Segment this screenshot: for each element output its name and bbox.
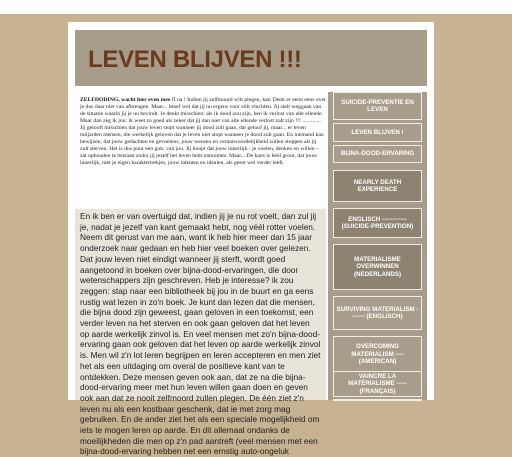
intro-text: na ! Indien jij zelfmoord wilt plegen, kan je dus daar niet van afbrengen. Maar... besef wel dat jij nu ergens voor stilt vluchten. Jij stelt weggaan van de situatie waarin jij je nu bevindt. Je denkt misschien: als ik dood zou zijn, ben ik verlost van alle ellende. Maar dan zeg ik jou: ik weet zo goed als zeker dat jij dan niet van alle ellende verlost zult zijn !!! ............. Jij gelooft misschien dat jouw leven stopt wanneer jij dood zult gaan, dat geloof jij, maar... er leven miljarden mensen, die werkelijk geloven dat je leven niet stopt wanneer je dood zult gaan. En niemand kan bewijzen, dat jouw gedachten en gevoelens, jouw wensen en verantwoordelijkheid zullen stoppen als jij zult sterven. Het is dus puur een gok: van jou. Jij hoopt dat jouw innerlijk - je voelen, denken en willen – zal ophouden te bestaan zodra jij jezelf het leven hebt ontnomen. Maar... De kans is héél groot, dat jouw innerlijk, met je eigen karaktertrekjes, jouw talenten en idealen, als geest wel verder leeft.: [80, 97, 324, 166]
header-banner: [75, 30, 427, 86]
page-frame: [68, 22, 434, 457]
nav-item-suicide-preventie[interactable]: SUICIDE-PREVENTIE EN LEVEN: [333, 92, 422, 120]
intro-heading: ZELFDODING, wacht hier even mee !!: [80, 97, 176, 103]
nav-item-surviving-materialism[interactable]: SURVIVING MATERIALISM ------- (ENGLISCH): [333, 296, 422, 330]
site-title: LEVEN BLIJVEN !!!: [88, 46, 302, 73]
nav-item-bijna-dood-ervaring[interactable]: BIJNA-DOOD-ERVARING: [333, 145, 422, 163]
nav-item-leven-blijven[interactable]: LEVEN BLIJVEN !: [333, 123, 422, 142]
nav-item-vaincre-materialisme[interactable]: VAINCRE LA MATÉRIALISME ----- (FRANÇAIS): [333, 371, 422, 397]
top-bar: [0, 0, 512, 14]
body-text: En ik ben er van overtuigd dat, indien jij je nu rot voelt, dan zul jij je, nadat je jezelf van kant gemaakt hebt, nog véél rotter voelen. Neem dit gerust van me aan, want ik heb hier meer dan 15 jaar onderzoek naar gedaan en heb hier veel boeken over gelezen. Dat jouw leven niet eindigt wanneer jij sterft, wordt goed aangetoond in boeken over bijna-dood-ervaringen, die door wetenschappers zijn geschreven. Heb je interesse? ik zou zeggen: stap naar een bibliotheek bij jou in de buurt en ga eens rustig wat lezen in zo'n boek. Je kunt dan lezen dat die mensen, die bijna dood zijn geweest, gaan geloven in een toekomst, een verder leven na het sterven en ook gaan geloven dat het leven op aarde werkelijk zinvol is. En veel mensen met zo'n bijna-dood-ervaring gaan ook geloven dat het leven op aarde werkelijk zinvol is. Men wil z'n lot leren begrijpen en leren accepteren en men ziet het als een uitdaging om overal de positieve kant van te ontdekken. Deze mensen geven ook aan, dat ze na die bijna-dood-ervaring meer met hun leven willen gaan doen en geven ook aan dat ze nooit zelfmoord zullen plegen. De één ziet z'n leven nu als een kostbaar geschenk, dat ie met zorg mag gebruiken. En de ander ziet het als een speciale mogelijkheid om iets te mogen leren op aarde. En dit allemaal ondanks de moeilijkheden die men op z'n pad aantreft (veel mensen met een bijna-dood-ervaring hebben net een ernstig auto-ongeluk: [75, 209, 326, 400]
main-content: [75, 92, 326, 457]
sidebar-nav: [328, 92, 427, 400]
intro-heading-right: Denk er eerst eens over: [272, 97, 326, 103]
nav-item-schrijver[interactable]: [333, 399, 422, 401]
nav-item-englisch-suicide-prevention[interactable]: ENGLISCH ------------ (SUICIDE-PREVENTION): [333, 208, 422, 238]
nav-item-overcoming-materialism[interactable]: OVERCOMING MATERIALISM ---- (AMERICAN): [333, 336, 422, 373]
intro-paragraph: [80, 97, 326, 167]
nav-item-nearly-death-experience[interactable]: NEARLY DEATH EXPERIENCE: [333, 170, 422, 202]
nav-item-materialisme-overwinnen[interactable]: MATERIALISME OVERWINNEN (NEDERLANDS): [333, 244, 422, 290]
